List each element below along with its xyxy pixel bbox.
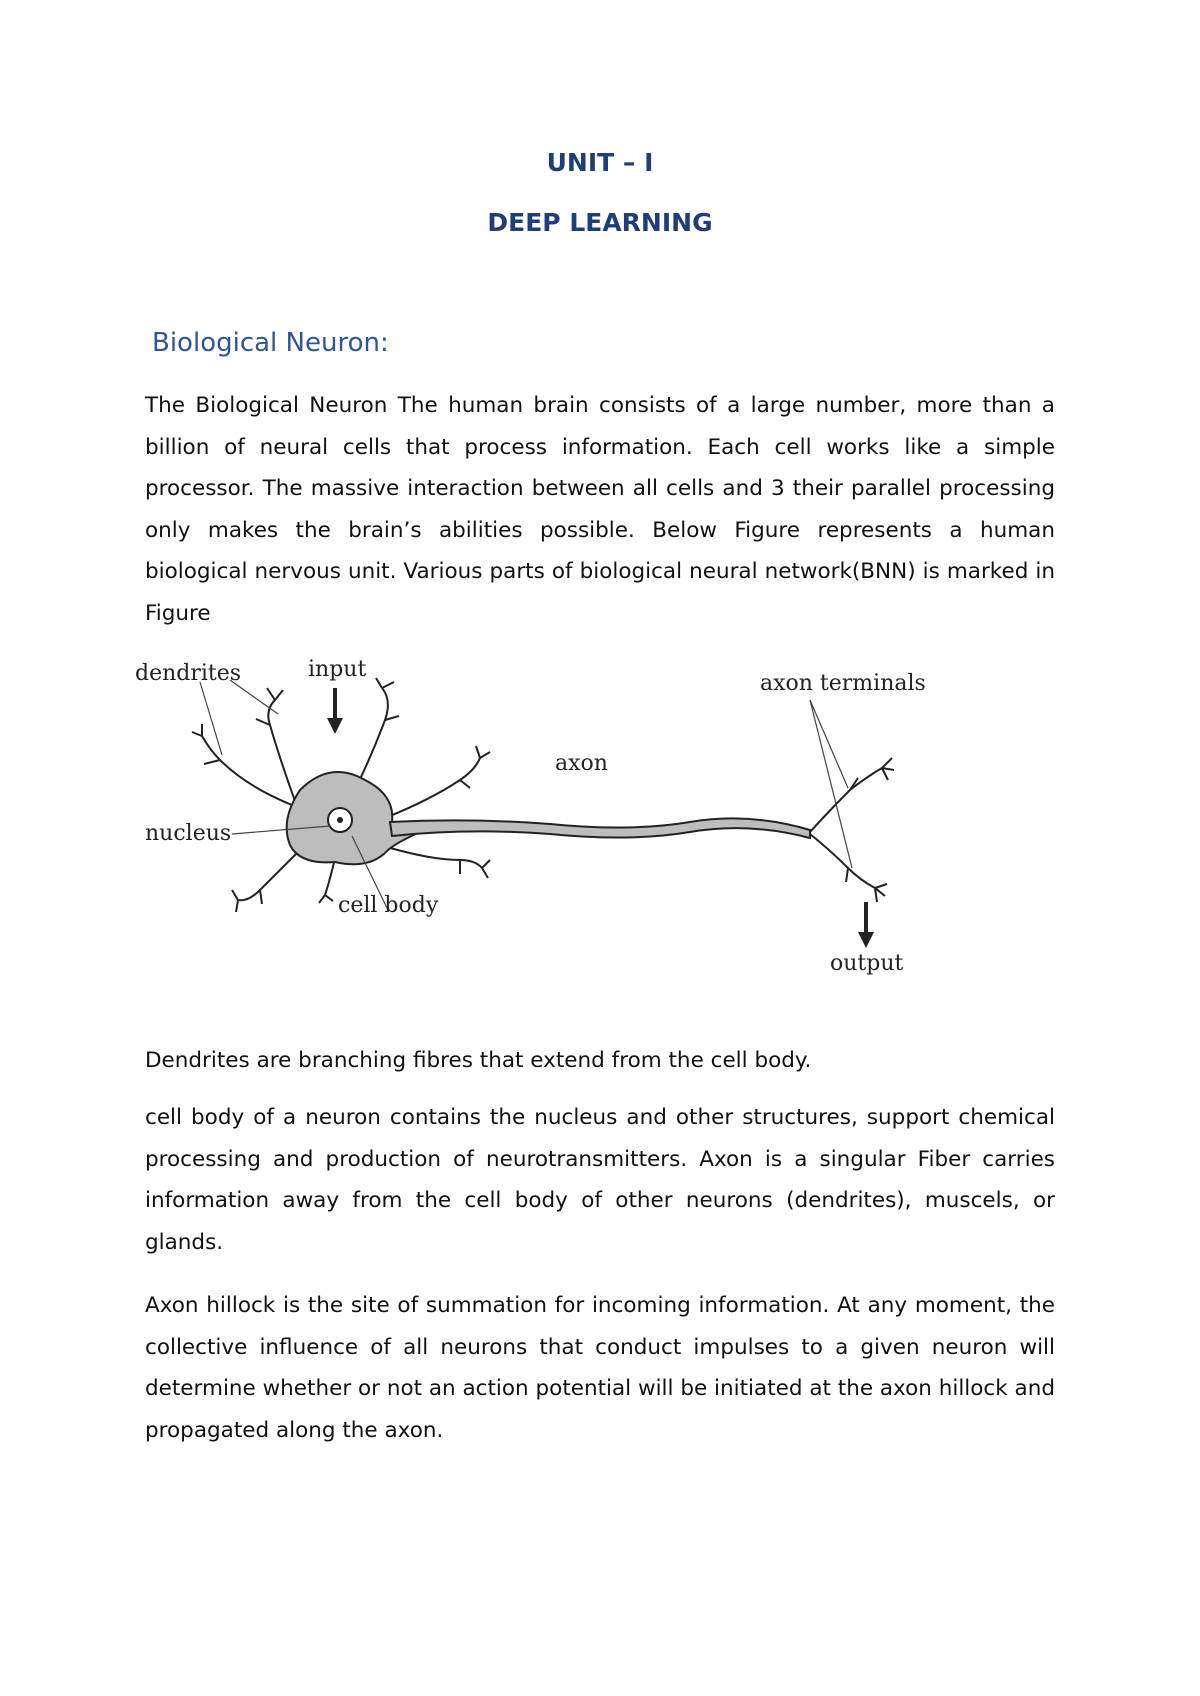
axon-terminals-branches	[810, 758, 894, 902]
unit-title: UNIT – I	[546, 148, 654, 177]
subject-title: DEEP LEARNING	[487, 208, 713, 237]
neuron-diagram	[130, 640, 950, 1000]
axon-hillock-paragraph: Axon hillock is the site of summation for incoming information. At any moment, the collective influence of all neurons that conduct impulses to a given neuron will determine whether or not an action potential will be initiated at the axon hillock and propagated along the axon.	[145, 1293, 1055, 1443]
nucleus-shape	[328, 808, 352, 832]
dendrites-label: dendrites	[135, 661, 242, 686]
output-label: output	[830, 951, 904, 976]
axon-terminals-label: axon terminals	[760, 671, 926, 696]
section-heading: Biological Neuron:	[152, 328, 389, 358]
intro-paragraph: The Biological Neuron The human brain consists of a large number, more than a billion of neural cells that process information. Each cell works like a simple processor. The massive interaction between all cells and 3 their parallel processing only makes the brain’s abilities possible. Below Figure represents a human biological nervous unit. Various parts of biological neural network(BNN) is marked in Figure	[145, 393, 1055, 626]
output-arrow	[858, 902, 874, 948]
cell-body-label: cell body	[338, 893, 439, 918]
dendrites-paragraph: Dendrites are branching fibres that extend from the cell body.	[145, 1048, 812, 1073]
cell-body-shape	[287, 772, 430, 864]
input-label: input	[308, 657, 367, 682]
cell-body-paragraph: cell body of a neuron contains the nucleus and other structures, support chemical processing and production of neurotransmitters. Axon is a singular Fiber carries information away from the cell body of other neurons (dendrites), muscels, or glands.	[145, 1105, 1055, 1255]
input-arrow	[327, 688, 343, 734]
nucleus-label: nucleus	[145, 821, 232, 846]
axon-label: axon	[555, 751, 608, 776]
neuron-figure	[130, 640, 950, 1000]
axon-shape	[390, 818, 810, 838]
